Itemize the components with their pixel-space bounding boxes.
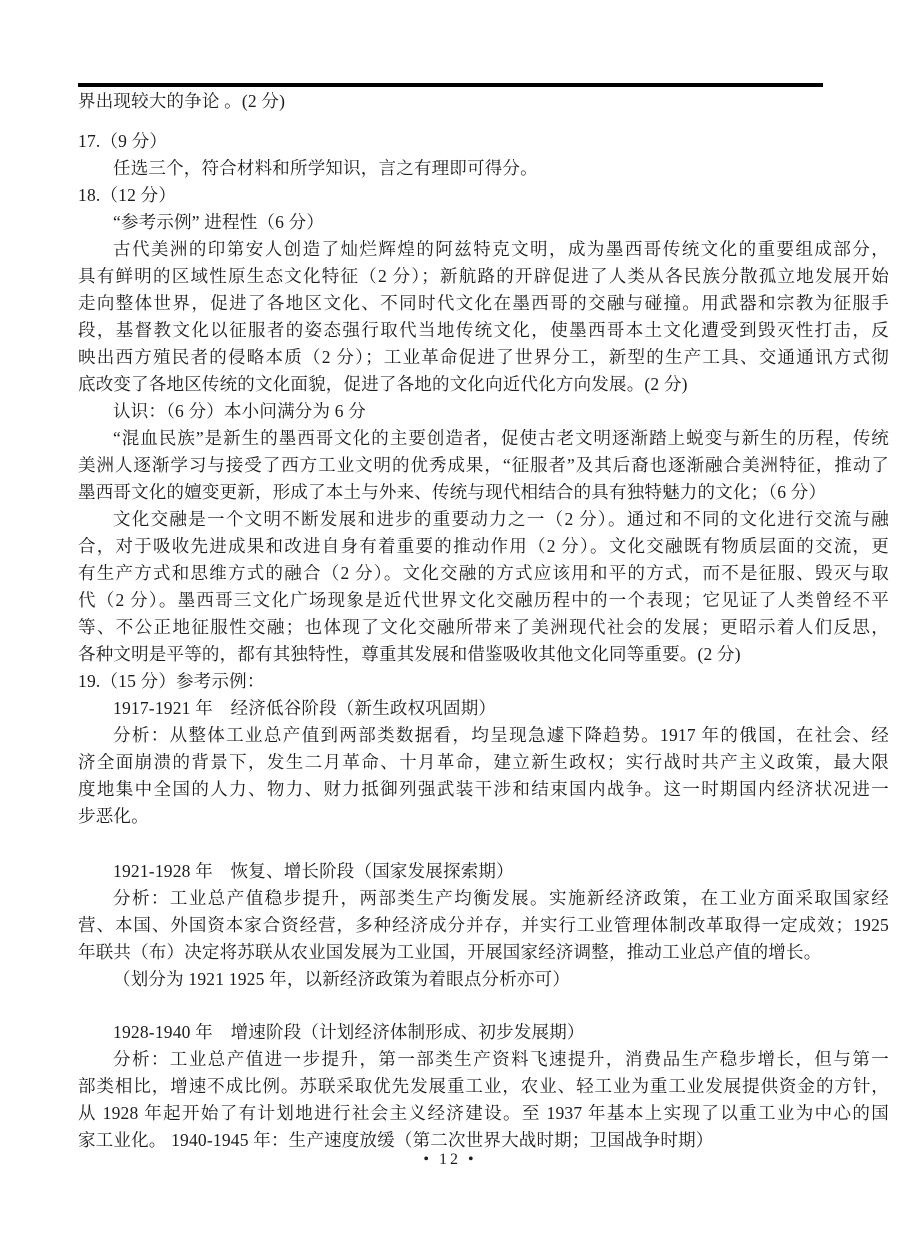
text-line: 从 1928 年起开始了有计划地进行社会主义经济建设。至 1937 年基本上实现了以重工业为中心的国 [78, 1103, 889, 1123]
text-line: 墨西哥文化的嬗变更新，形成了本土与外来、传统与现代相结合的具有独特魅力的文化；（6 分） [78, 482, 827, 502]
text-line: （划分为 1921 1925 年，以新经济政策为着眼点分析亦可） [113, 969, 571, 989]
document-content [78, 88, 889, 1154]
text-line: 文化交融是一个文明不断发展和进步的重要动力之一（2 分）。通过和不同的文化进行交流与融 [113, 509, 889, 529]
page-number: • 12 • [423, 1151, 477, 1168]
text-line: 分析：从整体工业总产值到两部类数据看，均呈现急遽下降趋势。1917 年的俄国，在社会、经 [113, 725, 889, 745]
text-line: 认识：（6 分）本小问满分为 6 分 [113, 401, 366, 421]
text-line: 底改变了各地区传统的文化面貌，促进了各地的文化向近代化方向发展。(2 分) [78, 374, 688, 394]
text-line: 有生产方式和思维方式的融合（2 分）。文化交融的方式应该用和平的方式，而不是征服、毁灭与取 [78, 563, 889, 583]
text-line: “混血民族”是新生的墨西哥文化的主要创造者，促使古老文明逐渐踏上蜕变与新生的历程，传统 [113, 428, 889, 448]
text-line: 各种文明是平等的，都有其独特性，尊重其发展和借鉴吸收其他文化同等重要。(2 分) [78, 644, 741, 664]
text-line: 步恶化。 [78, 806, 149, 826]
text-line: 代（2 分）。墨西哥三文化广场现象是近代世界文化交融历程中的一个表现；它见证了人类曾经不平 [78, 590, 889, 610]
text-line: 家工业化。 1940-1945 年：生产速度放缓（第二次世界大战时期；卫国战争时期） [78, 1130, 714, 1150]
text-line: 走向整体世界，促进了各地区文化、不同时代文化在墨西哥的交融与碰撞。用武器和宗教为征服手 [78, 293, 889, 313]
text-line: 合，对于吸收先进成果和改进自身有着重要的推动作用（2 分）。文化交融既有物质层面的交流，更 [78, 536, 889, 556]
text-line: 1921-1928 年 恢复、增长阶段（国家发展探索期） [113, 861, 514, 881]
text-line: 映出西方殖民者的侵略本质（2 分）；工业革命促进了世界分工，新型的生产工具、交通通讯方式彻 [78, 347, 889, 367]
text-line: 分析：工业总产值进一步提升，第一部类生产资料飞速提升，消费品生产稳步增长，但与第一 [113, 1049, 889, 1069]
text-line: 1917-1921 年 经济低谷阶段（新生政权巩固期） [113, 698, 497, 718]
text-line: 任选三个，符合材料和所学知识，言之有理即可得分。 [113, 158, 538, 178]
text-line: 17.（9 分） [78, 131, 168, 151]
text-line: 段，基督教文化以征服者的姿态强行取代当地传统文化，使墨西哥本土文化遭受到毁灭性打击，反 [78, 320, 889, 340]
text-line: 年联共（布）决定将苏联从农业国发展为工业国，开展国家经济调整，推动工业总产值的增长。 [78, 942, 822, 962]
text-line: 19.（15 分）参考示例： [78, 671, 265, 691]
text-line: 分析：工业总产值稳步提升，两部类生产均衡发展。实施新经济政策，在工业方面采取国家经 [113, 888, 889, 908]
text-line: 美洲人逐渐学习与接受了西方工业文明的优秀成果，“征服者”及其后裔也逐渐融合美洲特征，推动了 [78, 455, 889, 475]
text-line: 古代美洲的印第安人创造了灿烂辉煌的阿兹特克文明，成为墨西哥传统文化的重要组成部分， [113, 239, 889, 259]
text-line: 营、本国、外国资本家合资经营，多种经济成分并存，并实行工业管理体制改革取得一定成效；1925 [78, 915, 889, 935]
text-line: 界出现较大的争论 。(2 分) [78, 91, 286, 111]
text-line: “参考示例” 进程性（6 分） [113, 212, 325, 232]
text-line: 1928-1940 年 增速阶段（计划经济体制形成、初步发展期） [113, 1022, 585, 1042]
text-line: 度地集中全国的人力、物力、财力抵御列强武装干涉和结束国内战争。这一时期国内经济状况进一 [78, 779, 889, 799]
header-rule [78, 83, 823, 87]
text-line: 等、不公正地征服性交融；也体现了文化交融所带来了美洲现代社会的发展；更昭示着人们反思， [78, 617, 889, 637]
text-line: 具有鲜明的区域性原生态文化特征（2 分）；新航路的开辟促进了人类从各民族分散孤立地发展开始 [78, 266, 889, 286]
text-line: 18.（12 分） [78, 185, 177, 205]
text-line: 济全面崩溃的背景下，发生二月革命、十月革命，建立新生政权；实行战时共产主义政策，最大限 [78, 752, 889, 772]
text-line: 部类相比，增速不成比例。苏联采取优先发展重工业，农业、轻工业为重工业发展提供资金的方针， [78, 1076, 889, 1096]
